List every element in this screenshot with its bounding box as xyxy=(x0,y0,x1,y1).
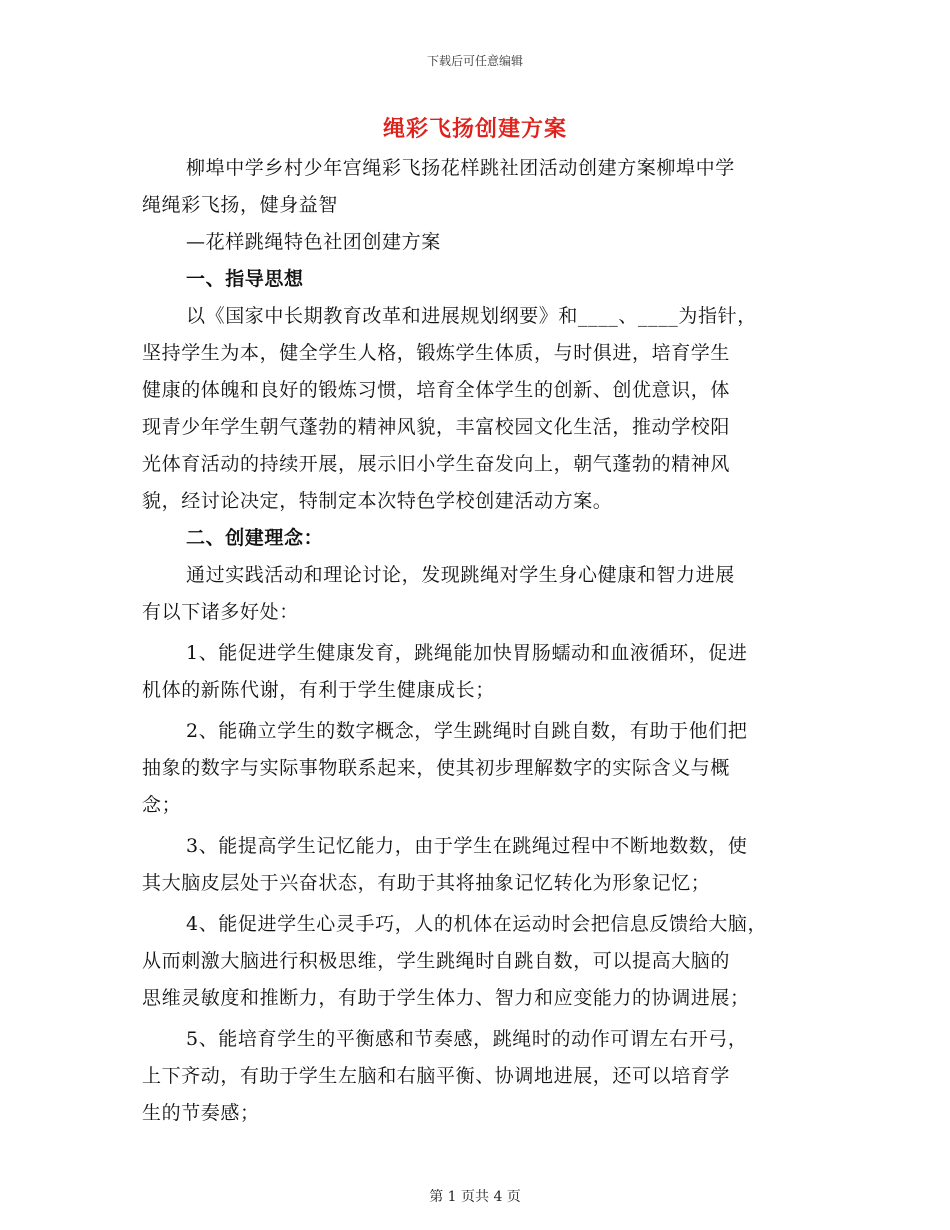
section-heading-creation-concept: 二、创建理念： xyxy=(186,527,324,549)
body-line: 光体育活动的持续开展，展示旧小学生奋发向上，朝气蓬勃的精神风 xyxy=(142,453,731,475)
body-line: 上下齐动，有助于学生左脑和右脑平衡、协调地进展，还可以培育学 xyxy=(142,1065,731,1087)
body-line: —花样跳绳特色社团创建方案 xyxy=(186,231,441,253)
document-body xyxy=(142,150,810,1132)
body-line: 绳绳彩飞扬，健身益智 xyxy=(142,194,339,216)
list-item-4: 4、能促进学生心灵手巧，人的机体在运动时会把信息反馈给大脑， xyxy=(186,913,768,935)
page-number-footer: 第 1 页共 4 页 xyxy=(429,1189,521,1205)
body-line: 健康的体魄和良好的锻炼习惯，培育全体学生的创新、创优意识，体 xyxy=(142,379,731,401)
body-line: 现青少年学生朝气蓬勃的精神风貌，丰富校园文化生活，推动学校阳 xyxy=(142,416,731,438)
body-line: 机体的新陈代谢，有利于学生健康成长； xyxy=(142,679,495,701)
body-line: 念； xyxy=(142,794,182,816)
document-title: 绳彩飞扬创建方案 xyxy=(382,116,567,142)
body-line: 生的节奏感； xyxy=(142,1102,260,1124)
header-note: 下载后可任意编辑 xyxy=(426,54,523,68)
body-line: 抽象的数字与实际事物联系起来，使其初步理解数字的实际含义与概 xyxy=(142,757,731,779)
body-line: 以《国家中长期教育改革和进展规划纲要》和____、____为指针， xyxy=(186,305,757,327)
body-line: 其大脑皮层处于兴奋状态，有助于其将抽象记忆转化为形象记忆； xyxy=(142,872,711,894)
body-line: 从而刺激大脑进行积极思维，学生跳绳时自跳自数，可以提高大脑的 xyxy=(142,950,731,972)
list-item-5: 5、能培育学生的平衡感和节奏感，跳绳时的动作可谓左右开弓， xyxy=(186,1028,748,1050)
body-line: 貌，经讨论决定，特制定本次特色学校创建活动方案。 xyxy=(142,490,613,512)
body-line: 柳埠中学乡村少年宫绳彩飞扬花样跳社团活动创建方案柳埠中学 xyxy=(186,157,735,179)
section-heading-guiding-thought: 一、指导思想 xyxy=(186,268,304,290)
body-line: 思维灵敏度和推断力，有助于学生体力、智力和应变能力的协调进展； xyxy=(142,987,750,1009)
body-line: 坚持学生为本，健全学生人格，锻炼学生体质，与时俱进，培育学生 xyxy=(142,342,731,364)
list-item-3: 3、能提高学生记忆能力，由于学生在跳绳过程中不断地数数，使 xyxy=(186,835,748,857)
body-line: 有以下诸多好处： xyxy=(142,601,299,623)
body-line: 通过实践活动和理论讨论，发现跳绳对学生身心健康和智力进展 xyxy=(186,564,735,586)
list-item-2: 2、能确立学生的数字概念，学生跳绳时自跳自数，有助于他们把 xyxy=(186,720,748,742)
list-item-1: 1、能促进学生健康发育，跳绳能加快胃肠蠕动和血液循环，促进 xyxy=(186,642,748,664)
